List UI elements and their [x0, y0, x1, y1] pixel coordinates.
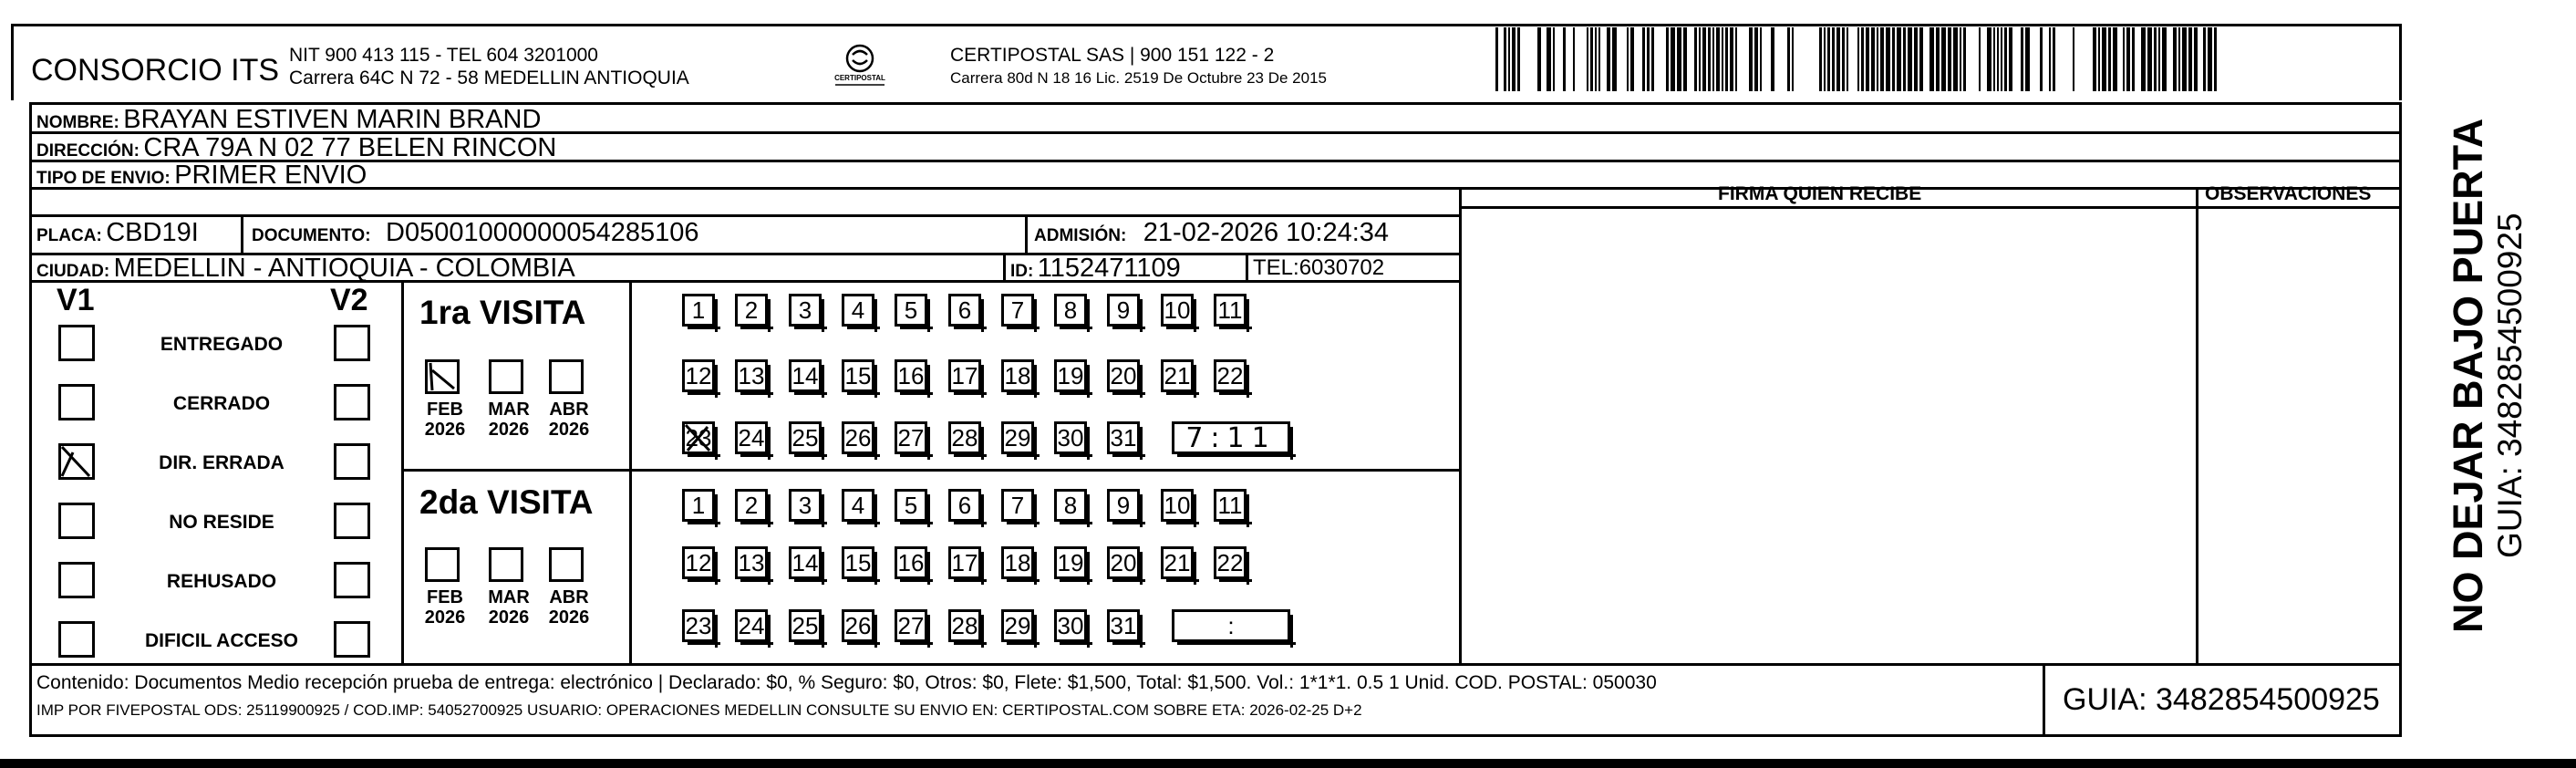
second-visit-day-box[interactable]: 12 [682, 546, 715, 579]
second-visit-day-box[interactable]: 15 [842, 546, 874, 579]
v2-checkbox[interactable] [334, 562, 370, 598]
footer-guia: GUIA: 3482854500925 [2063, 682, 2380, 717]
second-visit-time-box[interactable]: : [1172, 609, 1290, 642]
second-visit-day-box[interactable]: 7 [1001, 489, 1034, 522]
first-visit-day-box[interactable]: 19 [1054, 359, 1087, 392]
v2-checkbox[interactable] [334, 621, 370, 658]
col-line [241, 214, 243, 253]
documento-value: D05001000000054285106 [386, 218, 699, 247]
ciudad-label: CIUDAD: [36, 262, 110, 281]
footer-print-info: IMP POR FIVEPOSTAL ODS: 25119900925 / COD.IMP: 54052700925 USUARIO: OPERACIONES MEDELLIN CONSULTE SU ENVIO EN: CERTIPOSTAL.COM SOBRE ETA: 2026-02-25 D+2 [36, 701, 1362, 719]
col-line [1003, 253, 1006, 280]
nombre-value: BRAYAN ESTIVEN MARIN BRAND [123, 105, 542, 134]
col-line [1025, 214, 1028, 253]
ciudad-value: MEDELLIN - ANTIOQUIA - COLOMBIA [113, 254, 575, 283]
tel-label: TEL: [1253, 255, 1299, 280]
second-visit-day-box[interactable]: 18 [1001, 546, 1034, 579]
first-visit-day-box[interactable]: 16 [895, 359, 927, 392]
v1-checkbox[interactable] [58, 384, 95, 420]
id-row [1010, 255, 1181, 282]
first-visit-day-box[interactable]: 20 [1107, 359, 1140, 392]
status-label: REHUSADO [166, 571, 277, 592]
first-visit-day-box[interactable]: 21 [1161, 359, 1194, 392]
first-visit-day-box[interactable]: 28 [948, 421, 981, 454]
first-visit-day-box[interactable]: 11 [1214, 294, 1247, 327]
courier-name: CERTIPOSTAL SAS | 900 151 122 - 2 [950, 45, 1275, 66]
second-visit-day-box[interactable]: 30 [1054, 609, 1087, 642]
second-visit-day-box[interactable]: 29 [1001, 609, 1034, 642]
first-visit-day-box[interactable]: 5 [895, 294, 927, 327]
second-visit-label: 2da VISITA [419, 483, 594, 521]
second-visit-day-box[interactable]: 9 [1107, 489, 1140, 522]
second-visit-day-box[interactable]: 4 [842, 489, 874, 522]
second-visit-month-label: FEB 2026 [424, 587, 466, 628]
company-nit: NIT 900 413 115 - TEL 604 3201000 [289, 45, 598, 66]
second-visit-day-box[interactable]: 13 [735, 546, 768, 579]
first-visit-month-label: FEB 2026 [424, 400, 466, 440]
company-name: CONSORCIO ITS [31, 53, 280, 88]
second-visit-day-box[interactable]: 22 [1214, 546, 1247, 579]
v1-checkbox[interactable] [58, 503, 95, 539]
col-line [1246, 253, 1248, 280]
second-visit-day-box[interactable]: 17 [948, 546, 981, 579]
first-visit-day-box[interactable]: 13 [735, 359, 768, 392]
first-visit-day-box[interactable]: 4 [842, 294, 874, 327]
status-label: ENTREGADO [160, 334, 284, 355]
col-line [629, 280, 632, 663]
placa-row [36, 220, 199, 246]
second-visit-day-box[interactable]: 5 [895, 489, 927, 522]
page-edge [0, 759, 2576, 768]
second-visit-day-box[interactable]: 20 [1107, 546, 1140, 579]
tipo-value: PRIMER ENVIO [174, 161, 367, 190]
tipo-row [36, 162, 367, 189]
first-visit-day-box[interactable]: 9 [1107, 294, 1140, 327]
first-visit-day-box[interactable]: 10 [1161, 294, 1194, 327]
first-visit-month-checkbox[interactable] [425, 359, 460, 394]
nombre-label: NOMBRE: [36, 113, 119, 132]
row-line [29, 214, 1461, 217]
second-visit-day-box[interactable]: 23 [682, 609, 715, 642]
placa-label: PLACA: [36, 226, 102, 245]
nombre-row [36, 107, 541, 133]
first-visit-day-box[interactable]: 15 [842, 359, 874, 392]
second-visit-day-box[interactable]: 11 [1214, 489, 1247, 522]
documento-row [252, 220, 699, 246]
v2-checkbox[interactable] [334, 503, 370, 539]
v1-checkbox[interactable] [58, 325, 95, 361]
tipo-label: TIPO DE ENVIO: [36, 169, 171, 188]
first-visit-day-box[interactable]: 29 [1001, 421, 1034, 454]
svg-text:CERTIPOSTAL: CERTIPOSTAL [834, 74, 885, 82]
first-visit-day-box[interactable]: 2 [735, 294, 768, 327]
direccion-row [36, 135, 556, 161]
second-visit-day-box[interactable]: 10 [1161, 489, 1194, 522]
second-visit-day-box[interactable]: 6 [948, 489, 981, 522]
admision-label: ADMISIÓN: [1034, 226, 1127, 245]
second-visit-day-box[interactable]: 14 [789, 546, 822, 579]
second-visit-month-checkbox[interactable] [489, 547, 523, 582]
first-visit-day-box[interactable]: 23 [682, 421, 715, 454]
observaciones-header: OBSERVACIONES [2205, 183, 2372, 204]
first-visit-day-box[interactable]: 7 [1001, 294, 1034, 327]
row-line [29, 663, 2402, 666]
first-visit-month-label: ABR 2026 [548, 400, 590, 440]
first-visit-day-box[interactable]: 24 [735, 421, 768, 454]
col-line [2043, 663, 2045, 737]
status-label: DIFICIL ACCESO [144, 630, 298, 651]
second-visit-day-box[interactable]: 19 [1054, 546, 1087, 579]
second-visit-day-box[interactable]: 1 [682, 489, 715, 522]
first-visit-time-box[interactable]: 7:11 [1172, 421, 1290, 454]
v2-checkbox[interactable] [334, 384, 370, 420]
first-visit-day-box[interactable]: 8 [1054, 294, 1087, 327]
v2-checkbox[interactable] [334, 443, 370, 480]
first-visit-day-box[interactable]: 14 [789, 359, 822, 392]
side-guia: GUIA: 3482854500925 [2491, 213, 2529, 558]
row-line [1459, 206, 2402, 209]
second-visit-day-box[interactable]: 28 [948, 609, 981, 642]
first-visit-day-box[interactable]: 18 [1001, 359, 1034, 392]
second-visit-day-box[interactable]: 3 [789, 489, 822, 522]
second-visit-day-box[interactable]: 2 [735, 489, 768, 522]
first-visit-day-box[interactable]: 31 [1107, 421, 1140, 454]
col-line [1459, 187, 1462, 663]
company-address: Carrera 64C N 72 - 58 MEDELLIN ANTIOQUIA [289, 67, 689, 88]
v1-checkbox[interactable] [58, 443, 95, 480]
first-visit-day-box[interactable]: 22 [1214, 359, 1247, 392]
first-visit-day-box[interactable]: 26 [842, 421, 874, 454]
v1-label: V1 [57, 283, 95, 317]
row-line [401, 469, 1459, 472]
first-visit-day-box[interactable]: 17 [948, 359, 981, 392]
v1-checkbox[interactable] [58, 562, 95, 598]
courier-address: Carrera 80d N 18 16 Lic. 2519 De Octubre 23 De 2015 [950, 69, 1327, 87]
barcode [1495, 27, 2225, 91]
second-visit-day-box[interactable]: 26 [842, 609, 874, 642]
v2-label: V2 [330, 283, 368, 317]
col-line [401, 280, 404, 663]
col-line [2196, 187, 2198, 663]
tel-value: 6030702 [1298, 255, 1385, 280]
second-visit-day-box[interactable]: 8 [1054, 489, 1087, 522]
admision-row [1034, 220, 1389, 246]
ciudad-row [36, 255, 575, 282]
certipostal-logo [828, 40, 892, 89]
firma-header: FIRMA QUIEN RECIBE [1718, 183, 1922, 204]
first-visit-day-box[interactable]: 6 [948, 294, 981, 327]
footer-contents: Contenido: Documentos Medio recepción prueba de entrega: electrónico | Declarado: $0, % Seguro: $0, Otros: $0, Flete: $1,500, Total: $1,500. Vol.: 1*1*1. 0.5 1 Unid. COD. POSTAL: 050030 [36, 672, 1657, 693]
first-visit-month-label: MAR 2026 [488, 400, 530, 440]
id-label: ID: [1010, 262, 1034, 281]
documento-label: DOCUMENTO: [252, 226, 371, 245]
tel-row [1253, 257, 1384, 279]
second-visit-month-label: MAR 2026 [488, 587, 530, 628]
second-visit-day-box[interactable]: 16 [895, 546, 927, 579]
second-visit-day-box[interactable]: 31 [1107, 609, 1140, 642]
first-visit-day-box[interactable]: 3 [789, 294, 822, 327]
second-visit-month-label: ABR 2026 [548, 587, 590, 628]
first-visit-day-box[interactable]: 30 [1054, 421, 1087, 454]
second-visit-day-box[interactable]: 24 [735, 609, 768, 642]
status-label: NO RESIDE [169, 512, 274, 533]
row-line [29, 187, 2402, 190]
first-visit-day-box[interactable]: 25 [789, 421, 822, 454]
v2-checkbox[interactable] [334, 325, 370, 361]
status-label: DIR. ERRADA [159, 452, 284, 473]
first-visit-month-checkbox[interactable] [489, 359, 523, 394]
direccion-label: DIRECCIÓN: [36, 141, 140, 161]
id-value: 1152471109 [1037, 254, 1181, 283]
placa-value: CBD19I [106, 218, 199, 247]
status-label: CERRADO [172, 393, 271, 414]
no-dejar-warning: NO DEJAR BAJO PUERTA [2445, 118, 2491, 633]
first-visit-label: 1ra VISITA [419, 294, 586, 331]
first-visit-month-checkbox[interactable] [549, 359, 584, 394]
first-visit-day-box[interactable]: 12 [682, 359, 715, 392]
second-visit-day-box[interactable]: 25 [789, 609, 822, 642]
second-visit-month-checkbox[interactable] [549, 547, 584, 582]
first-visit-day-box[interactable]: 1 [682, 294, 715, 327]
direccion-value: CRA 79A N 02 77 BELEN RINCON [143, 133, 557, 162]
admision-value: 21-02-2026 10:24:34 [1143, 218, 1390, 247]
second-visit-day-box[interactable]: 21 [1161, 546, 1194, 579]
second-visit-month-checkbox[interactable] [425, 547, 460, 582]
v1-checkbox[interactable] [58, 621, 95, 658]
first-visit-day-box[interactable]: 27 [895, 421, 927, 454]
second-visit-day-box[interactable]: 27 [895, 609, 927, 642]
